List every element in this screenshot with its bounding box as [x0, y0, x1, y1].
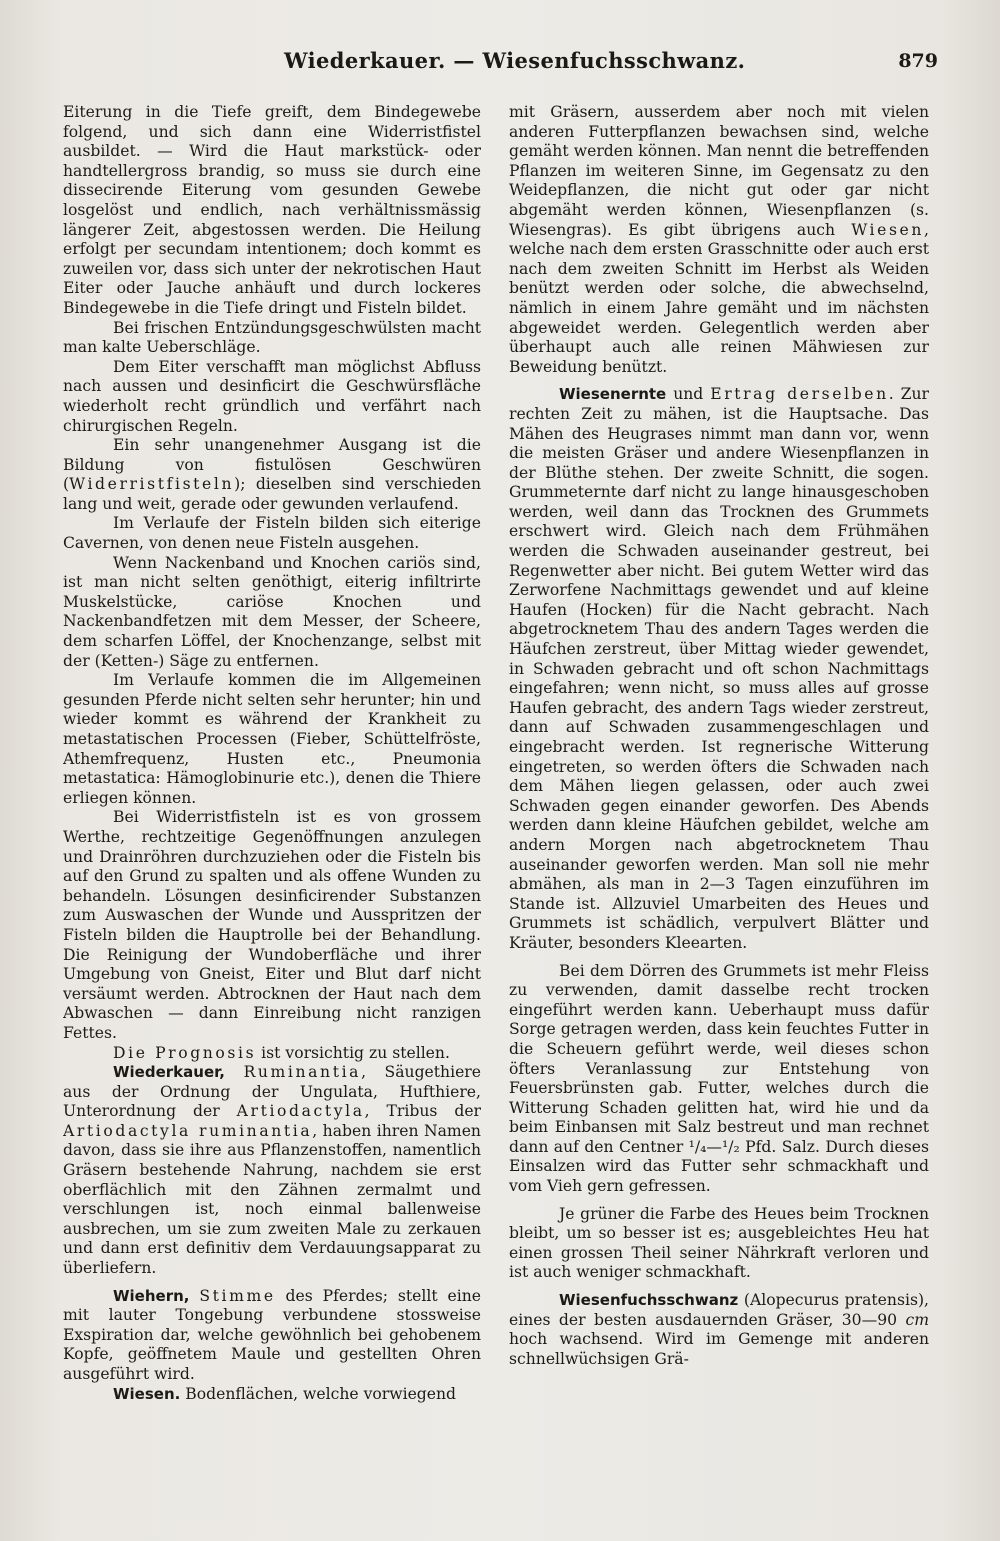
entry-wiederkauer	[63, 1063, 481, 1279]
text-run: Ein sehr unangenehmer Ausgang ist die Bildung von fistulösen Geschwüren (	[63, 436, 481, 494]
paragraph: Wenn Nackenband und Knochen cariös sind, ist man nicht selten genöthigt, eiterig infiltrirte Muskelstücke, cariöse Knochen und Nackenbandfetzen mit dem Messer, der Scheere, dem scharfen Löffel, der Knochenzange, selbst mit der (Ketten-) Säge zu entfernen.	[63, 553, 481, 670]
paragraph	[509, 962, 929, 1197]
paragraph	[63, 1044, 481, 1064]
paragraph: Im Verlaufe der Fisteln bilden sich eiterige Cavernen, von denen neue Fisteln ausgehen.	[63, 514, 481, 553]
fraction: ¹/₄—¹/₂	[688, 1137, 740, 1156]
unit-label: cm	[905, 1310, 929, 1329]
text-run: ist vorsichtig zu stellen.	[256, 1043, 450, 1062]
paragraph	[63, 436, 481, 514]
paragraph: Bei frischen Entzündungsgeschwülsten macht man kalte Ueberschläge.	[63, 318, 481, 357]
entry-wiehern	[63, 1287, 481, 1385]
spaced-term: Widerristfisteln	[69, 475, 235, 494]
text-run: und	[666, 385, 711, 404]
text-run: , haben ihren Namen davon, dass sie ihre aus Pflanzenstoffen, namentlich Gräsern bestehende Nahrung, nachdem sie erst oberflächlich mit den Zähnen zermalmt und verschlungen ist, noch einmal ballenweise ausbrechen, um sie zum zweiten Male zu zerkauen und dann erst definitiv dem Verdauungsapparat zu überliefern.	[63, 1121, 481, 1278]
spaced-term: Wiesen	[851, 220, 925, 239]
entry-keyword: Wiesenfuchsschwanz	[559, 1291, 739, 1310]
page-number: 879	[898, 50, 938, 72]
paragraph-continuation	[509, 103, 929, 377]
text-run: (Alopecurus pratensis), eines der besten ausdauernden Gräser, 30—90	[509, 1291, 929, 1329]
spaced-term: Artiodactyla ruminantia	[63, 1121, 313, 1140]
entry-wiesenfuchsschwanz	[509, 1291, 929, 1369]
paragraph: Dem Eiter verschafft man möglichst Abfluss nach aussen und desinficirt die Geschwürsfläche wiederholt recht gründlich und verfährt nach chirurgischen Regeln.	[63, 357, 481, 435]
text-run: Bei dem Dörren des Grummets ist mehr Fleiss zu verwenden, damit dasselbe recht trocken eingeführt werden kann. Ueberhaupt muss dafür Sorge getragen werden, dass kein feuchtes Futter in die Scheuern geführt werde, weil dieses schon öfters Veranlassung zur Entstehung von Feuersbrünsten gab. Futter, welches durch die Witterung Schaden gelitten hat, wird hie und da beim Einbansen mit Salz bestreut und man rechnet dann auf den Centner	[509, 961, 929, 1156]
text-run: hoch wachsend. Wird im Gemenge mit anderen schnellwüchsigen Grä-	[509, 1330, 929, 1368]
paragraph: Im Verlaufe kommen die im Allgemeinen gesunden Pferde nicht selten sehr herunter; hin und wieder kommt es während der Krankheit zu metastatischen Processen (Fieber, Schüttelfröste, Athemfrequenz, Husten etc., Pneumonia metastatica: Hämoglobinurie etc.), denen die Thiere erliegen können.	[63, 671, 481, 807]
right-column	[509, 103, 929, 1513]
text-run: ); dieselben sind verschieden lang und weit, gerade oder gewunden verlaufend.	[63, 475, 481, 513]
entry-wiesen	[63, 1385, 481, 1405]
entry-wiesenernte	[509, 385, 929, 953]
text-run: , Säugethiere aus der Ordnung der Ungulata, Hufthiere, Unterordnung der	[63, 1063, 481, 1121]
text-run: des Pferdes; stellt eine mit lauter Tongebung verbundene stossweise Exspiration dar, welche gewöhnlich bei gehobenem Kopfe, geöffnetem Maule und gestellten Ohren ausgeführt wird.	[63, 1286, 481, 1383]
spaced-term: Ertrag derselben	[710, 385, 889, 404]
entry-keyword: Wiesenernte	[559, 385, 667, 404]
entry-keyword: Wiederkauer,	[113, 1063, 226, 1082]
spaced-term: Die Prognosis	[113, 1043, 257, 1062]
entry-keyword: Wiehern,	[113, 1286, 190, 1305]
text-run: . Zur rechten Zeit zu mähen, ist die Hauptsache. Das Mähen des Heugrases nimmt man dann vor, wenn die meisten Gräser und andere Wiesenpflanzen in der Blüthe stehen. Der zweite Schnitt, die sogen. Grummeternte darf nicht zu lange hinausgeschoben werden, weil dann das Trocknen des Grummets erschwert wird. Gleich nach dem Frühmähen werden die Schwaden auseinander gestreut, bei Regenwetter aber nicht. Bei gutem Wetter wird das Zerworfene Nachmittags gewendet und auf kleine Haufen (Hocken) für die Nacht gebracht. Nach abgetrocknetem Thau des andern Tages werden die Häufchen zerstreut, über Mittag wieder gewendet, in Schwaden gebracht und oft schon Nachmittags eingefahren; wenn nicht, so muss alles auf grosse Haufen gebracht, des andern Tags wieder zerstreut, dann auf Schwaden zusammengeschlagen und eingebracht werden. Ist regnerische Witterung eingetreten, so werden öfters die Schwaden nach dem Mähen liegen gelassen, oder auch zwei Schwaden gegen einander geworfen. Des Abends werden dann kleine Häufchen gebildet, welche am andern Morgen nach abgetrocknetem Thau auseinander geworfen werden. Man soll nie mehr abmähen, als man in 2—3 Tagen einzuführen im Stande ist. Allzuviel Umarbeiten des Heues und Grummets ist schädlich, verpulvert Blätter und Kräuter, besonders Kleearten.	[509, 385, 929, 952]
paragraph: Je grüner die Farbe des Heues beim Trocknen bleibt, um so besser ist es; ausgebleichtes Heu hat einen grossen Theil seiner Nährkraft verloren und ist auch weniger schmackhaft.	[509, 1204, 929, 1282]
spaced-term: Ruminantia	[243, 1063, 362, 1082]
spaced-term: Stimme	[199, 1286, 276, 1305]
text-run: mit Gräsern, ausserdem aber noch mit vielen anderen Futterpflanzen bewachsen sind, welche gemäht werden können. Man nennt die betreffenden Pflanzen im weiteren Sinne, im Gegensatz zu den Weidepflanzen, die nicht gut oder gar nicht abgemäht werden können, Wiesenpflanzen (s. Wiesengras). Es gibt übrigens auch	[509, 103, 929, 239]
running-head	[0, 48, 1000, 74]
running-head-title: Wiederkauer. — Wiesenfuchsschwanz.	[284, 48, 746, 73]
spaced-term: Artiodactyla	[236, 1102, 365, 1121]
paragraph-continuation: Eiterung in die Tiefe greift, dem Bindegewebe folgend, und sich dann eine Widerristfistel ausbildet. — Wird die Haut markstück- oder handtellergross brandig, so muss sie durch eine dissecirende Eiterung vom gesunden Gewebe losgelöst und endlich, nach verhältnissmässig längerer Zeit, abgestossen werden. Die Heilung erfolgt per secundam intentionem; doch kommt es zuweilen vor, dass sich unter der nekrotischen Haut Eiter oder Jauche anhäuft und durch lockeres Bindegewebe in die Tiefe dringt und Fisteln bildet.	[63, 103, 481, 317]
text-run: , Tribus der	[364, 1102, 481, 1121]
left-column	[63, 103, 481, 1513]
entry-keyword: Wiesen.	[113, 1384, 181, 1403]
text-run: Bodenflächen, welche vorwiegend	[180, 1384, 457, 1403]
text-run: Pfd. Salz. Durch dieses Einsalzen wird das Futter sehr schmackhaft und vom Vieh gern gefressen.	[509, 1137, 929, 1196]
paragraph: Bei Widerristfisteln ist es von grossem Werthe, rechtzeitige Gegenöffnungen anzulegen und Drainröhren durchzuziehen oder die Fisteln bis auf den Grund zu spalten und als offene Wunden zu behandeln. Lösungen desinficirender Substanzen zum Auswaschen der Wunde und Ausspritzen der Fisteln bilden die Hauptrolle bei der Behandlung. Die Reinigung der Wundoberfläche und ihrer Umgebung von Gneist, Eiter und Blut darf nicht versäumt werden. Abtrocknen der Haut nach dem Abwaschen — dann Einreibung nicht ranzigen Fettes.	[63, 808, 481, 1042]
text-run: , welche nach dem ersten Grasschnitte oder auch erst nach dem zweiten Schnitt im Herbst als Weiden benützt werden oder solche, die abwechselnd, nämlich in einem Jahre gemäht und im nächsten abgeweidet werden. Gelegentlich werden aber überhaupt auch alle reinen Mähwiesen zur Beweidung benützt.	[509, 220, 929, 376]
